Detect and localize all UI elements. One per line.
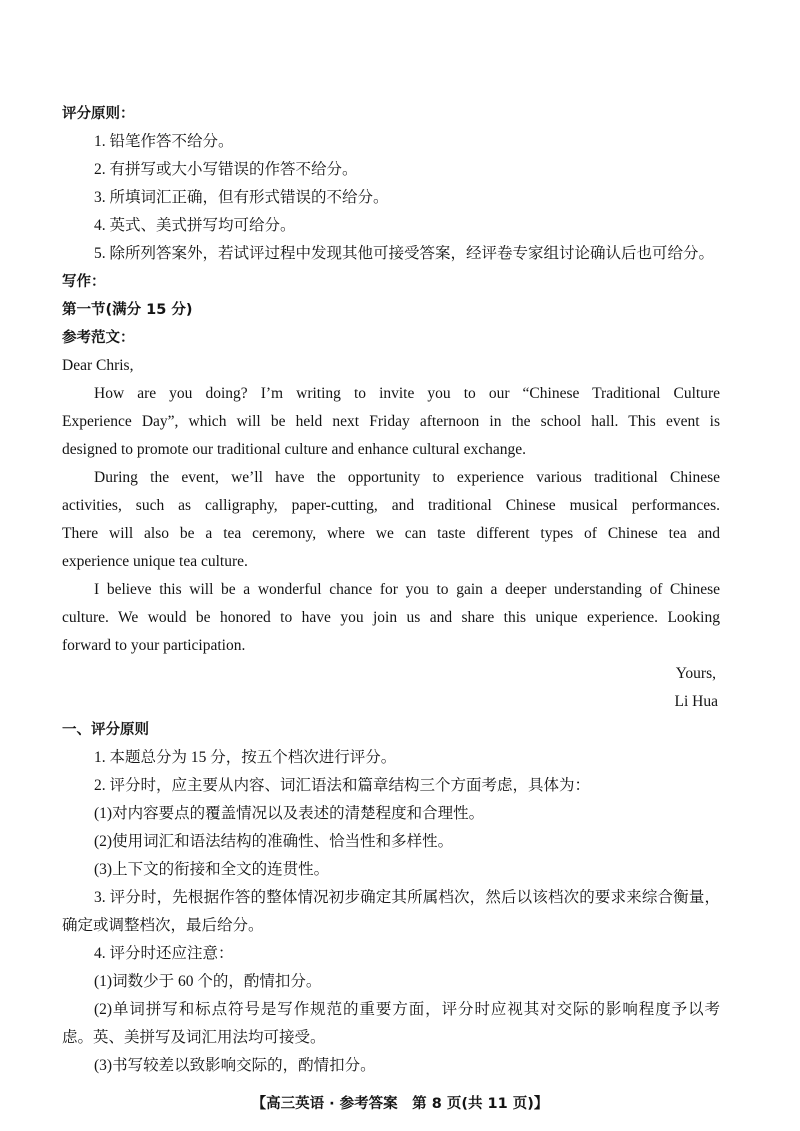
letter-line: forward to your participation. — [62, 637, 246, 654]
rubric-line: (2)使用词汇和语法结构的准确性、恰当性和多样性。 — [94, 833, 454, 850]
letter-line: There will also be a tea ceremony, where we can taste different types of Chinese tea and — [62, 525, 720, 542]
letter-signature: Li Hua — [674, 693, 718, 710]
rubric-line: 4. 评分时还应注意： — [94, 945, 234, 962]
scoring-item: 3. 所填词汇正确，但有形式错误的不给分。 — [94, 189, 389, 206]
letter-salutation: Dear Chris, — [62, 357, 134, 374]
rubric-heading: 一、评分原则 — [62, 722, 149, 738]
letter-line: Experience Day”, which will be held next Friday afternoon in the school hall. This event is — [62, 413, 720, 430]
rubric-line: (2)单词拼写和标点符号是写作规范的重要方面，评分时应视其对交际的影响程度予以考 — [94, 1001, 720, 1018]
rubric-line: (3)书写较差以致影响交际的，酌情扣分。 — [94, 1057, 376, 1074]
letter-line: culture. We would be honored to have you join us and share this unique experience. Looking — [62, 609, 720, 626]
letter-line: activities, such as calligraphy, paper-cutting, and traditional Chinese musical performances. — [62, 497, 720, 514]
answer-key-page — [62, 100, 720, 1080]
rubric-line: 虑。英、美拼写及词汇用法均可接受。 — [62, 1029, 326, 1046]
rubric-line: (1)对内容要点的覆盖情况以及表述的清楚程度和合理性。 — [94, 805, 485, 822]
scoring-item: 5. 除所列答案外，若试评过程中发现其他可接受答案，经评卷专家组讨论确认后也可给分。 — [94, 245, 715, 262]
scoring-item: 1. 铅笔作答不给分。 — [94, 133, 234, 150]
sample-label: 参考范文： — [62, 330, 135, 346]
rubric-line: (3)上下文的衔接和全文的连贯性。 — [94, 861, 330, 878]
letter-line: During the event, we’ll have the opportunity to experience various traditional Chinese — [94, 469, 720, 486]
letter-line: I believe this will be a wonderful chance for you to gain a deeper understanding of Chinese — [94, 581, 720, 598]
writing-heading: 写作： — [62, 274, 106, 290]
rubric-line: 1. 本题总分为 15 分，按五个档次进行评分。 — [94, 749, 397, 766]
letter-line: designed to promote our traditional culture and enhance cultural exchange. — [62, 441, 526, 458]
rubric-line: 3. 评分时，先根据作答的整体情况初步确定其所属档次，然后以该档次的要求来综合衡量， — [94, 889, 720, 906]
rubric-line: (1)词数少于 60 个的，酌情扣分。 — [94, 973, 322, 990]
letter-closing: Yours, — [675, 665, 716, 682]
letter-line: experience unique tea culture. — [62, 553, 248, 570]
rubric-line: 确定或调整档次，最后给分。 — [62, 917, 264, 934]
rubric-line: 2. 评分时，应主要从内容、词汇语法和篇章结构三个方面考虑，具体为： — [94, 777, 591, 794]
section-heading: 第一节(满分 15 分) — [62, 302, 193, 318]
scoring-item: 2. 有拼写或大小写错误的作答不给分。 — [94, 161, 358, 178]
page-footer: 【高三英语 · 参考答案 第 8 页(共 11 页)】 — [251, 1096, 549, 1112]
scoring-principles-heading: 评分原则： — [62, 106, 135, 122]
scoring-item: 4. 英式、美式拼写均可给分。 — [94, 217, 296, 234]
letter-line: How are you doing? I’m writing to invite you to our “Chinese Traditional Culture — [94, 385, 720, 402]
